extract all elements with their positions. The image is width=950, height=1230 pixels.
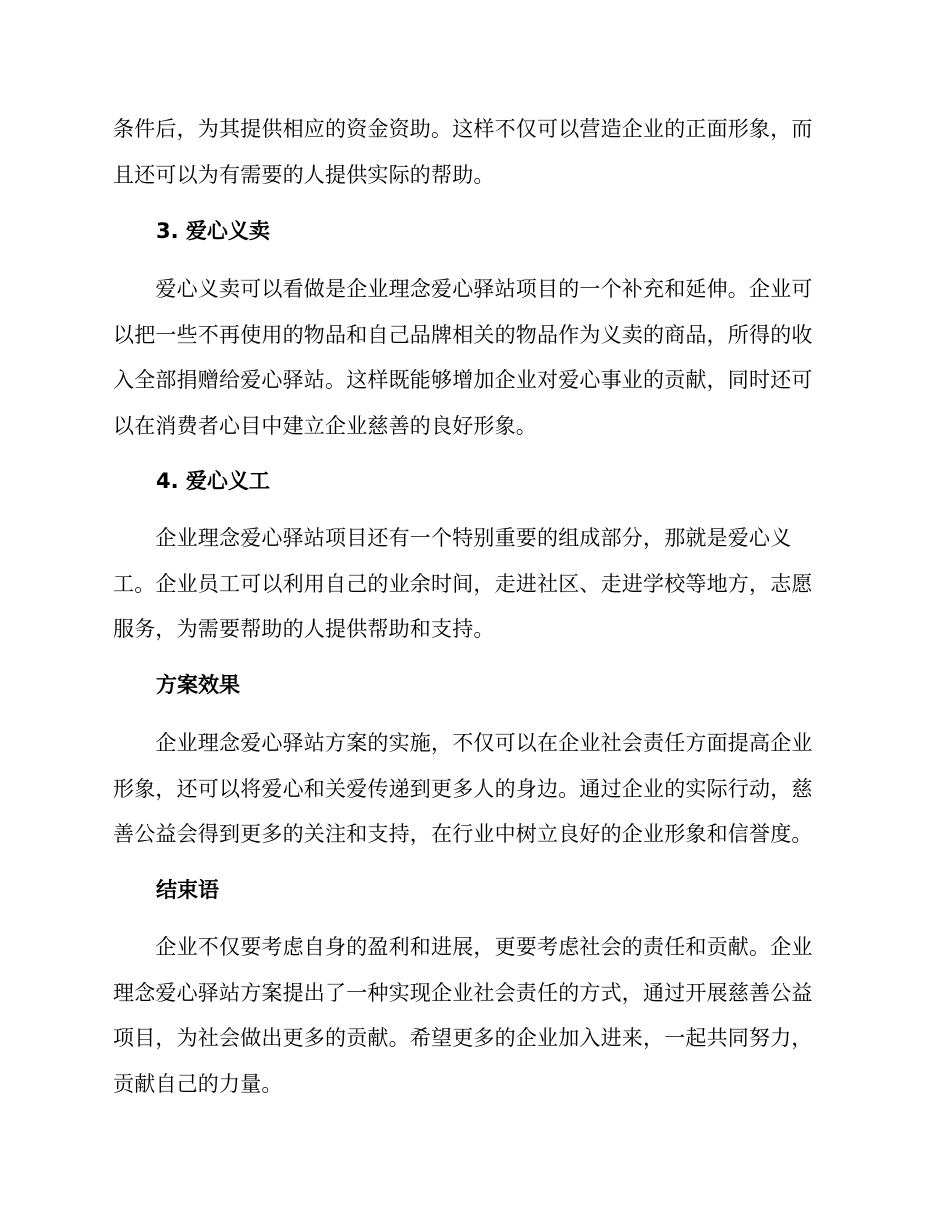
paragraph-effect: [113, 721, 835, 858]
paragraph-conclusion: [113, 925, 835, 1107]
paragraph-line: 且还可以为有需要的人提供实际的帮助。: [113, 162, 495, 187]
paragraph-intro: [113, 107, 835, 198]
paragraph-line: 以在消费者心目中建立企业慈善的良好形象。: [113, 413, 537, 438]
section-heading-volunteer: 4. 爱心义工: [156, 469, 270, 493]
paragraph-line: 条件后，为其提供相应的资金资助。这样不仅可以营造企业的正面形象，而: [113, 117, 813, 141]
paragraph-line: 工。企业员工可以利用自己的业余时间，走进社区、走进学校等地方，志愿: [113, 571, 813, 596]
paragraph-line: 入全部捐赠给爱心驿站。这样既能够增加企业对爱心事业的贡献，同时还可: [113, 368, 813, 392]
paragraph-volunteer: [113, 516, 835, 653]
paragraph-line: 企业不仅要考虑自身的盈利和进展，更要考虑社会的责任和贡献。企业: [113, 935, 813, 959]
paragraph-line: 项目，为社会做出更多的贡献。希望更多的企业加入进来，一起共同努力，: [113, 1026, 813, 1050]
paragraph-line: 以把一些不再使用的物品和自己品牌相关的物品作为义卖的商品，所得的收: [113, 322, 813, 347]
paragraph-line: 爱心义卖可以看做是企业理念爱心驿站项目的一个补充和延伸。企业可: [113, 277, 813, 301]
paragraph-line: 理念爱心驿站方案提出了一种实现企业社会责任的方式，通过开展慈善公益: [113, 980, 813, 1005]
paragraph-line: 形象，还可以将爱心和关爱传递到更多人的身边。通过企业的实际行动，慈: [113, 776, 813, 801]
paragraph-line: 贡献自己的力量。: [113, 1071, 283, 1096]
section-heading-charity-sale: 3. 爱心义卖: [156, 219, 270, 243]
section-heading-conclusion: 结束语: [156, 878, 219, 902]
paragraph-line: 服务，为需要帮助的人提供帮助和支持。: [113, 617, 495, 641]
section-heading-effect: 方案效果: [156, 673, 240, 697]
paragraph-line: 善公益会得到更多的关注和支持，在行业中树立良好的企业形象和信誉度。: [113, 822, 813, 846]
paragraph-charity-sale: [113, 267, 835, 449]
paragraph-line: 企业理念爱心驿站方案的实施，不仅可以在企业社会责任方面提高企业: [113, 731, 813, 755]
paragraph-line: 企业理念爱心驿站项目还有一个特别重要的组成部分，那就是爱心义: [113, 526, 792, 550]
